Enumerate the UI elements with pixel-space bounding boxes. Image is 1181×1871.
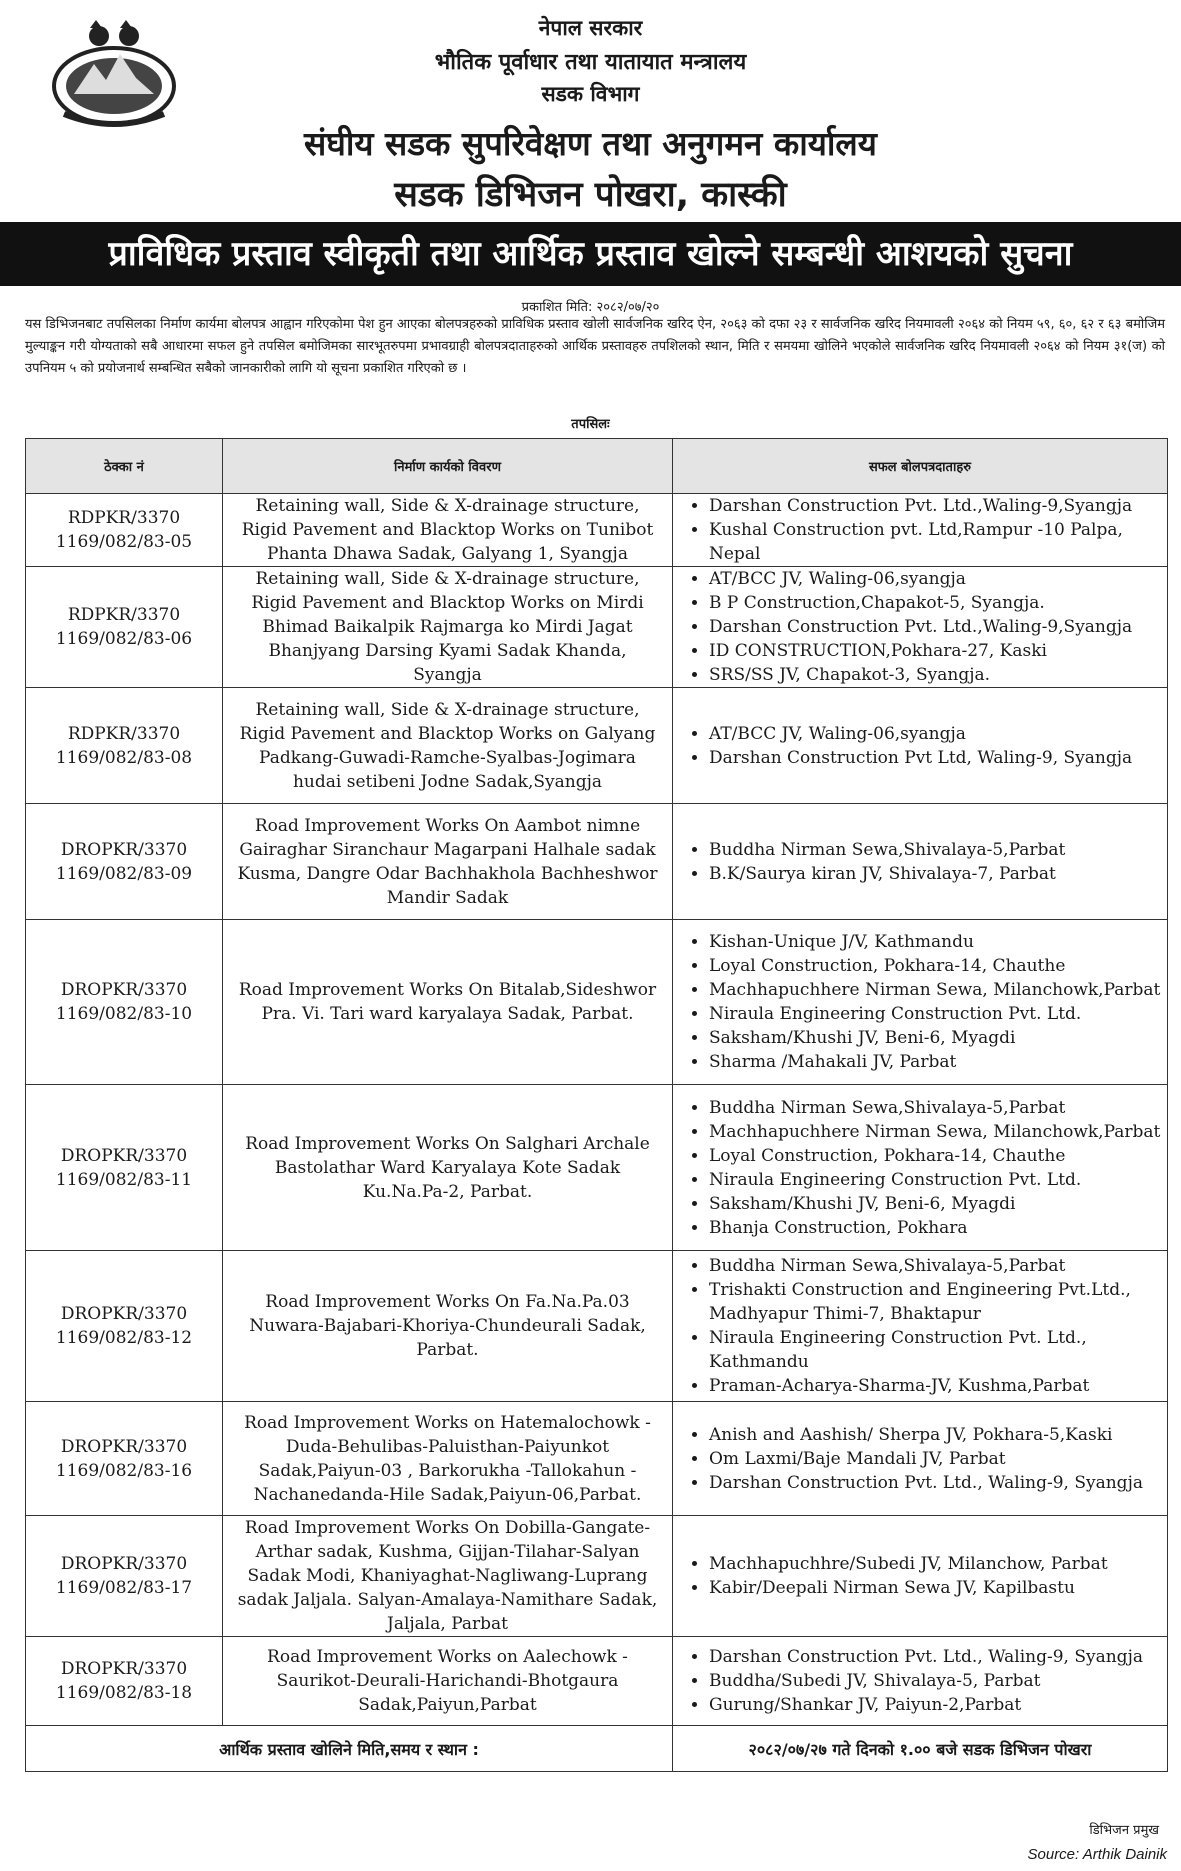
table-header-row [26, 439, 1168, 494]
bidder-item: • Machhapuchhere Nirman Sewa, Milanchowk,Parbat [709, 978, 1161, 1002]
contract-number: 1169/082/83-05 [55, 532, 193, 552]
bidders-cell [673, 688, 1168, 804]
table-row [26, 1637, 1168, 1726]
contract-number: 1169/082/83-12 [55, 1328, 193, 1348]
contract-code: RDPKR/3370 [67, 605, 181, 625]
bidder-item: • Om Laxmi/Baje Mandali JV, Parbat [709, 1447, 1161, 1471]
description-cell: Retaining wall, Side & X-drainage structure, Rigid Pavement and Blacktop Works on Mirdi Bhimad Baikalpik Rajmarga ko Mirdi Jagat Bhanjyang Darsing Kyami Sadak Khanda, Syangja [223, 567, 673, 688]
bidder-item: • Buddha Nirman Sewa,Shivalaya-5,Parbat [709, 1254, 1161, 1278]
bidder-item: • Darshan Construction Pvt. Ltd., Waling-9, Syangja [709, 1645, 1161, 1669]
bidder-item: • Saksham/Khushi JV, Beni-6, Myagdi [709, 1026, 1161, 1050]
bidder-item: • Darshan Construction Pvt Ltd, Waling-9, Syangja [709, 746, 1161, 770]
contract-code: DROPKR/3370 [60, 1659, 188, 1679]
source-credit: Source: Arthik Dainik [1027, 1846, 1167, 1863]
description-cell: Road Improvement Works On Fa.Na.Pa.03 Nuwara-Bajabari-Khoriya-Chundeurali Sadak, Parbat. [223, 1251, 673, 1402]
bidder-item: • AT/BCC JV, Waling-06,syangja [709, 722, 1161, 746]
bidder-item: • B.K/Saurya kiran JV, Shivalaya-7, Parbat [709, 862, 1161, 886]
contract-number: 1169/082/83-09 [55, 863, 193, 884]
financial-opening-row [26, 1726, 1168, 1772]
table-row [26, 804, 1168, 920]
bidder-item: • Buddha/Subedi JV, Shivalaya-5, Parbat [709, 1669, 1161, 1693]
published-date: प्रकाशित मिति: २०८२/०७/२० [521, 300, 660, 315]
contract-cell [26, 920, 223, 1085]
bidders-cell [673, 1402, 1168, 1516]
bidder-item: • Sharma /Mahakali JV, Parbat [709, 1050, 1161, 1074]
contract-cell [26, 804, 223, 920]
contract-cell [26, 494, 223, 567]
contract-code: DROPKR/3370 [60, 1436, 188, 1457]
bidder-item: • Saksham/Khushi JV, Beni-6, Myagdi [709, 1192, 1161, 1216]
contract-number: 1169/082/83-06 [55, 629, 193, 649]
contract-number: 1169/082/83-18 [55, 1683, 193, 1703]
bid-table [25, 438, 1168, 1772]
bidder-item: • Kushal Construction pvt. Ltd,Rampur -10 Palpa, Nepal [709, 518, 1161, 566]
contract-number: 1169/082/83-10 [55, 1004, 193, 1024]
table-row [26, 567, 1168, 688]
contract-number: 1169/082/83-16 [55, 1460, 193, 1481]
bidders-cell [673, 1637, 1168, 1726]
description-cell: Road Improvement Works On Dobilla-Gangate-Arthar sadak, Kushma, Gijjan-Tilahar-Salyan Sadak Modi, Khaniyaghat-Nagliwang-Luprang sadak Jaljala. Salyan-Amalaya-Namithare Sadak, Jaljala, Parbat [223, 1516, 673, 1637]
header-line-3: सडक विभाग [541, 82, 640, 106]
contract-number: 1169/082/83-17 [55, 1578, 193, 1598]
header-contract-no: ठेक्का नं [26, 439, 223, 494]
bidders-cell [673, 1516, 1168, 1637]
contract-code: DROPKR/3370 [60, 1145, 188, 1166]
header-successful-bidders: सफल बोलपत्रदाताहरु [673, 439, 1168, 494]
bidder-item: • Buddha Nirman Sewa,Shivalaya-5,Parbat [709, 838, 1161, 862]
bidder-item: • Kishan-Unique J/V, Kathmandu [709, 930, 1161, 954]
bidder-item: • Trishakti Construction and Engineering Pvt.Ltd., Madhyapur Thimi-7, Bhaktapur [709, 1278, 1161, 1326]
bidder-item: • Niraula Engineering Construction Pvt. Ltd., Kathmandu [709, 1326, 1161, 1374]
table-row [26, 1402, 1168, 1516]
description-cell: Road Improvement Works On Salghari Archale Bastolathar Ward Karyalaya Kote Sadak Ku.Na.Pa-2, Parbat. [223, 1085, 673, 1251]
contract-code: RDPKR/3370 [67, 723, 181, 744]
contract-code: DROPKR/3370 [60, 839, 188, 860]
bidder-item: • ID CONSTRUCTION,Pokhara-27, Kaski [709, 639, 1161, 663]
description-cell: Retaining wall, Side & X-drainage structure, Rigid Pavement and Blacktop Works on Tunibot Phanta Dhawa Sadak, Galyang 1, Syangja [223, 494, 673, 567]
bidders-cell [673, 1251, 1168, 1402]
contract-cell [26, 1251, 223, 1402]
contract-code: DROPKR/3370 [60, 980, 188, 1000]
financial-opening-value: २०८२/०७/२७ गते दिनको १.०० बजे सडक डिभिजन पोखरा [673, 1726, 1168, 1772]
bidder-item: • Darshan Construction Pvt. Ltd.,Waling-9,Syangja [709, 615, 1161, 639]
contract-number: 1169/082/83-11 [55, 1169, 193, 1190]
bidder-item: • Bhanja Construction, Pokhara [709, 1216, 1161, 1240]
bidder-item: • AT/BCC JV, Waling-06,syangja [709, 567, 1161, 591]
table-row [26, 920, 1168, 1085]
contract-cell [26, 1516, 223, 1637]
table-row [26, 1516, 1168, 1637]
contract-number: 1169/082/83-08 [55, 747, 193, 768]
description-cell: Road Improvement Works on Hatemalochowk -Duda-Behulibas-Paluisthan-Paiyunkot Sadak,Paiyun-03 , Barkorukha -Tallokahun -Nachanedanda-Hile Sadak,Paiyun-06,Parbat. [223, 1402, 673, 1516]
notice-header [0, 0, 1181, 215]
bidder-item: • Gurung/Shankar JV, Paiyun-2,Parbat [709, 1693, 1161, 1717]
header-work-description: निर्माण कार्यको विवरण [223, 439, 673, 494]
header-line-2: भौतिक पूर्वाधार तथा यातायात मन्त्रालय [434, 50, 747, 75]
header-line-5: सडक डिभिजन पोखरा, कास्की [394, 175, 787, 215]
contract-code: DROPKR/3370 [60, 1554, 188, 1574]
description-cell: Road Improvement Works on Aalechowk -Saurikot-Deurali-Harichandi-Bhotgaura Sadak,Paiyun,Parbat [223, 1637, 673, 1726]
description-cell: Retaining wall, Side & X-drainage structure, Rigid Pavement and Blacktop Works on Galyang Padkang-Guwadi-Ramche-Syalbas-Jogimara hudai setibeni Jodne Sadak,Syangja [223, 688, 673, 804]
bidder-item: • Darshan Construction Pvt. Ltd., Waling-9, Syangja [709, 1471, 1161, 1495]
signature-designation: डिभिजन प्रमुख [1089, 1823, 1159, 1838]
header-line-1: नेपाल सरकार [538, 16, 643, 40]
description-cell: Road Improvement Works On Aambot nimne Gairaghar Siranchaur Magarpani Halhale sadak Kusma, Dangre Odar Bachhakhola Bachheshwor Mandir Sadak [223, 804, 673, 920]
contract-cell [26, 1402, 223, 1516]
bidder-item: • Anish and Aashish/ Sherpa JV, Pokhara-5,Kaski [709, 1423, 1161, 1447]
contract-cell [26, 567, 223, 688]
bidders-cell [673, 494, 1168, 567]
bidders-cell [673, 804, 1168, 920]
contract-cell [26, 688, 223, 804]
header-line-4: संघीय सडक सुपरिवेक्षण तथा अनुगमन कार्यालय [304, 124, 877, 163]
bidder-item: • Praman-Acharya-Sharma-JV, Kushma,Parbat [709, 1374, 1161, 1398]
table-row [26, 494, 1168, 567]
bidder-item: • Buddha Nirman Sewa,Shivalaya-5,Parbat [709, 1096, 1161, 1120]
bidder-item: • Machhapuchhre/Subedi JV, Milanchow, Parbat [709, 1552, 1161, 1576]
description-cell: Road Improvement Works On Bitalab,Sideshwor Pra. Vi. Tari ward karyalaya Sadak, Parbat. [223, 920, 673, 1085]
bidder-item: • SRS/SS JV, Chapakot-3, Syangja. [709, 663, 1161, 687]
bidder-item: • Kabir/Deepali Nirman Sewa JV, Kapilbastu [709, 1576, 1161, 1600]
bidders-cell [673, 920, 1168, 1085]
bidder-item: • Loyal Construction, Pokhara-14, Chauthe [709, 1144, 1161, 1168]
table-row [26, 1251, 1168, 1402]
notice-title-banner: प्राविधिक प्रस्ताव स्वीकृती तथा आर्थिक प्रस्ताव खोल्ने सम्बन्धी आशयको सुचना [0, 222, 1181, 286]
bidders-cell [673, 1085, 1168, 1251]
bidder-item: • B P Construction,Chapakot-5, Syangja. [709, 591, 1161, 615]
bidder-item: • Machhapuchhere Nirman Sewa, Milanchowk,Parbat [709, 1120, 1161, 1144]
bidder-item: • Darshan Construction Pvt. Ltd.,Waling-9,Syangja [709, 494, 1161, 518]
bidder-item: • Loyal Construction, Pokhara-14, Chauthe [709, 954, 1161, 978]
contract-code: RDPKR/3370 [67, 508, 181, 528]
details-label: तपसिलः [571, 417, 610, 432]
contract-code: DROPKR/3370 [60, 1304, 188, 1324]
table-row [26, 688, 1168, 804]
table-row [26, 1085, 1168, 1251]
bidder-item: • Niraula Engineering Construction Pvt. Ltd. [709, 1002, 1161, 1026]
bidder-item: • Niraula Engineering Construction Pvt. Ltd. [709, 1168, 1161, 1192]
contract-cell [26, 1637, 223, 1726]
intro-paragraph: यस डिभिजनबाट तपसिलका निर्माण कार्यमा बोलपत्र आह्वान गरिएकोमा पेश हुन आएका बोलपत्रहरुको प्राविधिक प्रस्ताव खोली सार्वजनिक खरिद ऐन, २०६३ को दफा २३ र सार्वजनिक खरिद नियमावली २०६४ को नियम ५९, ६०, ६२ र ६३ बमोजिम मुल्याङ्कन गरी योग्यताको सबै आधारमा सफल हुने तपसिल बमोजिमका सारभूतरुपमा प्रभावग्राही बोलपत्रदाताहरुको आर्थिक प्रस्तावहरु तपशिलको स्थान, मिति र समयमा खोलिने भएकोले सार्वजनिक खरिद नियमावली २०६४ को नियम ३१(ज) को उपनियम ५ को प्रयोजनार्थ सम्बन्धित सबैको जानकारीको लागि यो सूचना प्रकाशित गरिएको छ । [25, 317, 1165, 376]
contract-cell [26, 1085, 223, 1251]
bidders-cell [673, 567, 1168, 688]
financial-opening-label: आर्थिक प्रस्ताव खोलिने मिति,समय र स्थान : [26, 1726, 673, 1772]
